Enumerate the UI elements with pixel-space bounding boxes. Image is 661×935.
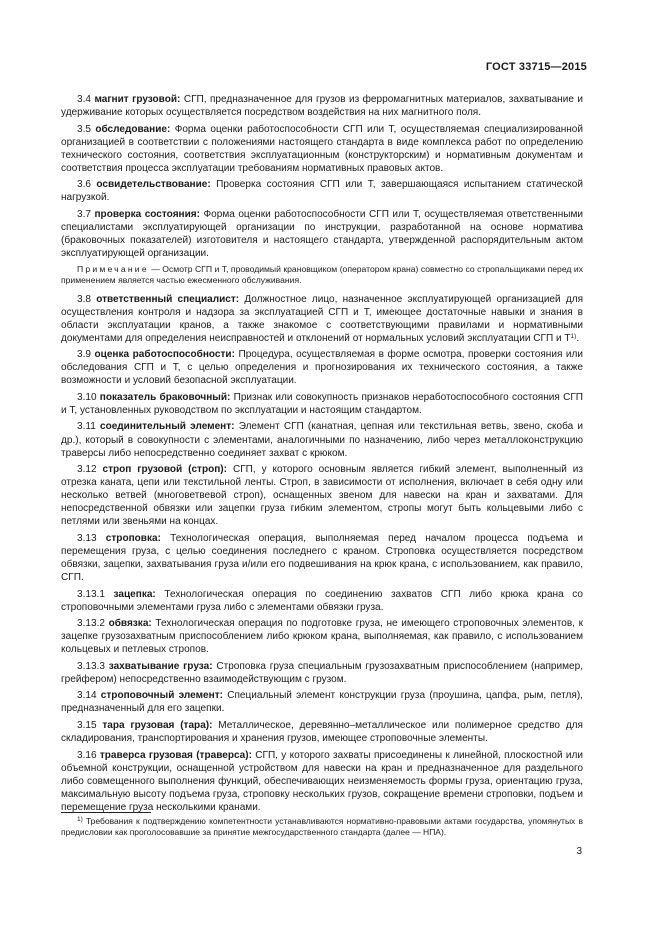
definition-term: зацепка: bbox=[113, 588, 156, 600]
definition-text: Технологическая операция по соединению захватов СГП либо крюка крана со строповочными элементами груза либо с элементами обвязки груза. bbox=[61, 588, 583, 613]
definition-number: 3.8 bbox=[77, 293, 91, 305]
footnote bbox=[61, 816, 583, 838]
definition-text: СГП, предназначенное для грузов из ферромагнитных материалов, захватывание и удерживание которых осуществляется посредством воздействия на них магнитного поля. bbox=[61, 94, 583, 119]
definition-term: показатель браковочный: bbox=[99, 391, 231, 403]
definition-number: 3.15 bbox=[77, 719, 97, 731]
definition-end: . bbox=[576, 332, 580, 344]
definition-number: 3.7 bbox=[77, 208, 91, 220]
definition-3-8 bbox=[61, 293, 583, 345]
definition-term: обследование: bbox=[95, 123, 171, 135]
definition-number: 3.11 bbox=[77, 421, 96, 433]
definition-text: Технологическая операция по подготовке груза, не имеющего строповочных элементов, к зацепке грузозахватным приспособлением либо крюком крана, выполняемая, как правило, с использованием кольцевых и петлевых стропов. bbox=[61, 618, 583, 656]
definition-term: освидетельствование: bbox=[96, 179, 211, 191]
definition-number: 3.5 bbox=[77, 123, 91, 135]
definitions-group-2 bbox=[61, 348, 583, 814]
definition-term: захватывание груза: bbox=[108, 660, 213, 672]
definition-text: Процедура, осуществляемая в форме осмотра, проверки состояния или обследования СГП и Т, с целью определения и прогнозирования их технического состояния, а также возможности и условий безопасной эксплуатации. bbox=[61, 349, 584, 387]
definition-paragraph bbox=[61, 420, 583, 459]
definition-paragraph bbox=[61, 123, 583, 175]
definition-number: 3.13.1 bbox=[77, 588, 105, 600]
definition-text: Признак или совокупность признаков неработоспособного состояния СГП и Т, установленных руководством по эксплуатации и настоящим стандартом. bbox=[61, 391, 583, 416]
footnote-mark: 1) bbox=[77, 816, 83, 823]
definition-text: Должностное лицо, назначенное эксплуатирующей организацией для осуществления контроля и надзора за эксплуатацией СГП и Т, имеющее достаточные навыки и знания в области эксплуатации кранов, а также знакомое с соответствующими правилами и нормативными документами для определения неисправностей и отклонений от нормальных условий эксплуатации СГП и Т bbox=[61, 293, 584, 344]
footnote-divider bbox=[61, 812, 151, 813]
definition-number: 3.10 bbox=[77, 391, 97, 403]
document-body bbox=[61, 93, 583, 817]
definition-text: Форма оценки работоспособности СГП или Т, осуществляемая ответственными специалистами эксплуатирующей организации по инструкции, разработанной на основе норматива (браковочных показателей) изготовителя и настоящего стандарта, утвержденной распорядительным актом эксплуатирующей организации. bbox=[61, 208, 583, 260]
definitions-group-1 bbox=[61, 93, 583, 260]
definition-text: Технологическая операция, выполняемая перед началом процесса подъема и перемещения груза, с целью соединения последнего с краном. Строповка осуществляется посредством обвязки, зацепки, захватывания груза и/или его подвешивания на крюк крана, с использованием, как правило, СГП. bbox=[61, 532, 584, 583]
definition-number: 3.16 bbox=[77, 749, 97, 761]
definition-number: 3.9 bbox=[77, 349, 91, 361]
definition-term: магнит грузовой: bbox=[94, 94, 181, 105]
definition-text: СГП, у которого основным является гибкий элемент, выполненный из отрезка каната, цепи или текстильной ленты. Строп, в зависимости от исполнения, включает в себя одну или несколько ветвей (многоветвевой строп), оснащенных звеном для навески на кран и захватами. Для непосредственной обвязки или зацепки груза гибким элементом, стропы могут быть кольцевыми либо с петлями или звеньями на концах. bbox=[61, 464, 583, 528]
definition-term: проверка состояния: bbox=[94, 208, 201, 220]
definition-term: соединительный элемент: bbox=[99, 421, 235, 433]
definition-text: Форма оценки работоспособности СГП или Т, осуществляемая специализированной организацией в соответствии с положениями настоящего стандарта в виде комплекса работ по определению технического состояния, соответствия эксплуатационным (конструкторским) и нормативным документам и соответствия процесса эксплуатации требованиям нормативных правовых актов. bbox=[61, 123, 583, 174]
note-text: — Осмотр СГП и Т, проводимый крановщиком (оператором крана) совместно со стропальщиками перед их применением является частью ежесменного обслуживания. bbox=[61, 263, 583, 285]
note-label: Примечание bbox=[77, 263, 149, 274]
definition-paragraph bbox=[61, 588, 583, 614]
definition-number: 3.12 bbox=[77, 464, 97, 476]
definition-paragraph bbox=[61, 617, 583, 656]
definition-number: 3.13.2 bbox=[77, 618, 105, 630]
definition-term: оценка работоспособности: bbox=[94, 349, 235, 361]
definition-number: 3.13.3 bbox=[77, 660, 105, 672]
definition-paragraph bbox=[61, 178, 583, 204]
definition-text: Проверка состояния СГП или Т, завершающаяся испытанием статической нагрузкой. bbox=[61, 179, 583, 204]
note bbox=[61, 264, 583, 286]
definition-text: Металлическое, деревянно–металлическое или полимерное средство для складирования, транспортирования и хранения грузов, имеющее строповочные элементы. bbox=[61, 719, 583, 745]
definition-term: обвязка: bbox=[108, 618, 152, 630]
definition-paragraph bbox=[61, 719, 583, 745]
definition-term: тара грузовая (тара): bbox=[102, 719, 213, 731]
definition-paragraph bbox=[61, 463, 583, 528]
footnote-ref: 1) bbox=[570, 332, 577, 340]
definition-paragraph bbox=[61, 348, 583, 387]
definition-number: 3.13 bbox=[77, 532, 97, 544]
definition-paragraph bbox=[61, 660, 583, 686]
page-number: 3 bbox=[576, 846, 582, 857]
definition-number: 3.14 bbox=[77, 690, 97, 702]
definition-paragraph bbox=[61, 391, 583, 417]
standard-header: ГОСТ 33715—2015 bbox=[485, 61, 587, 73]
definition-term: траверса грузовая (траверса): bbox=[99, 749, 252, 761]
definition-number: 3.6 bbox=[77, 179, 91, 191]
definition-paragraph bbox=[61, 749, 583, 814]
definition-term: строповка: bbox=[105, 532, 161, 544]
definition-text: Строповка груза специальным грузозахватным приспособлением (например, грейфером) непосредственно взаимодействующим с грузом. bbox=[61, 660, 584, 685]
definition-paragraph bbox=[61, 532, 583, 584]
definition-paragraph bbox=[61, 93, 583, 119]
definition-paragraph bbox=[61, 689, 583, 715]
definition-paragraph bbox=[61, 208, 583, 260]
definition-term: строп грузовой (строп): bbox=[102, 464, 227, 476]
definition-text: Специальный элемент конструкции груза (проушина, цапфа, рым, петля), предназначенный для его зацепки. bbox=[61, 690, 583, 715]
footnote-text: Требования к подтверждению компетентности устанавливаются нормативно-правовыми актами государства, упомянутых в предисловии как проголосовавшие за принятие межгосударственного стандарта (далее — НПА). bbox=[61, 816, 583, 837]
definition-term: ответственный специалист: bbox=[96, 293, 240, 305]
definition-text: Элемент СГП (канатная, цепная или текстильная ветвь, звено, скоба и др.), который в совокупности с элементами, аналогичными по назначению, либо через металлоконструкцию траверсы либо непосредственно соединяет захват с крюком. bbox=[61, 421, 583, 459]
definition-number: 3.4 bbox=[77, 94, 91, 105]
definition-text: СГП, у которого захваты присоединены к линейной, плоскостной или объемной конструкции, оснащенной устройством для навески на кран и предназначенное для раздельного либо совмещенного выполнения функций, обеспечивающих неизменяемость формы груза, ориентацию груза, максимальную высоту подъема груза, строповку нескольких грузов, сокращение времени строповки, подъем и перемещение груза несколькими кранами. bbox=[61, 749, 584, 813]
definition-term: строповочный элемент: bbox=[100, 690, 223, 702]
